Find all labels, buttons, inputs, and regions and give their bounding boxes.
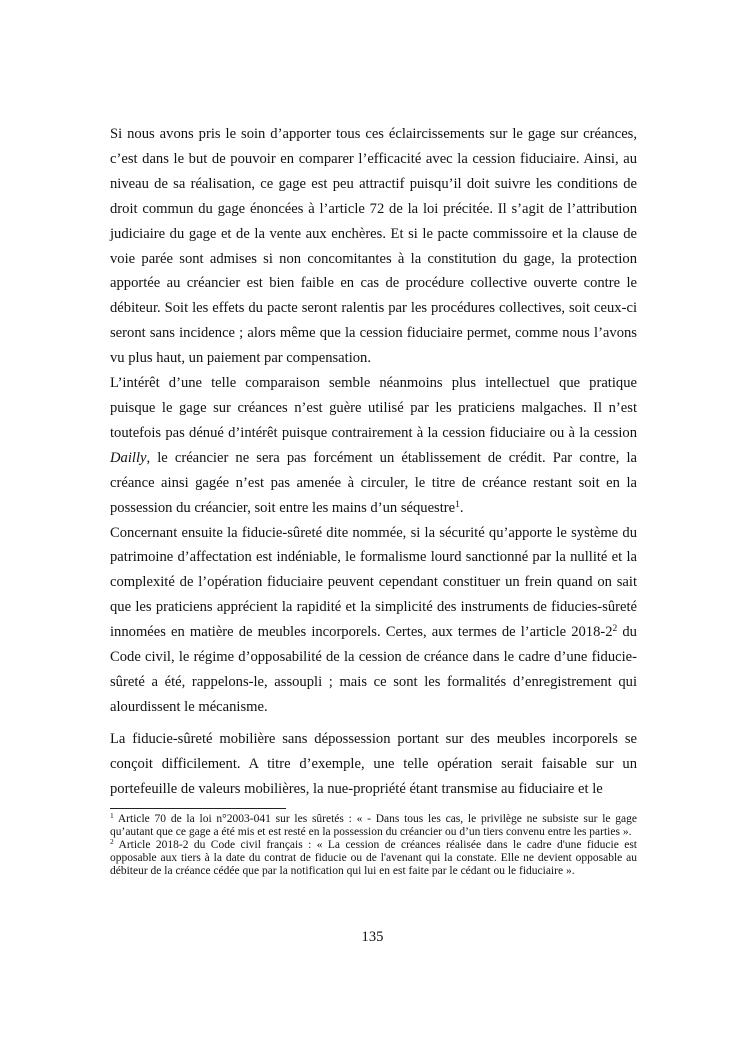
- footnote-2: [110, 839, 637, 878]
- paragraph-comparaison: [110, 371, 637, 520]
- paragraph-fiducie-text-b: du Code civil, le régime d’opposabilité de la cession de créance dans le cadre d’une fiducie-sûreté a été, rappelons-le, assoupli ; mais ce sont les formalités d’enregistrement qui alourdissent le mécanisme.: [110, 624, 637, 715]
- paragraph-gage-sur-creances: Si nous avons pris le soin d’apporter tous ces éclaircissements sur le gage sur créances, c’est dans le but de pouvoir en comparer l’efficacité avec la cession fiduciaire. Ainsi, au niveau de sa réalisation, ce gage est peu attractif puisqu’il doit suivre les conditions de droit commun du gage énoncées à l’article 72 de la loi précitée. Il s’agit de l’attribution judiciaire du gage et de la vente aux enchères. Et si le pacte commissoire et la clause de voie parée sont admises si non concomitantes à la constitution du gage, la protection apportée au créancier est bien faible en cas de procédure collective ouverte contre le débiteur. Soit les effets du pacte seront ralentis par les procédures collectives, soit ceux-ci seront sans incidence ; alors même que la cession fiduciaire permet, comme nous l’avons vu plus haut, un paiement par compensation.: [110, 126, 637, 367]
- footnote-separator: [110, 808, 286, 809]
- footnote-2-number: 2: [110, 837, 114, 847]
- paragraph-comparaison-end: .: [459, 499, 464, 516]
- paragraph-fiducie-nommee: [110, 521, 637, 720]
- document-page: [110, 122, 637, 878]
- paragraph-comparaison-text-a: L’intérêt d’une telle comparaison semble néanmoins plus intellectuel que pratique puisque le gage sur créances n’est guère utilisé par les praticiens malgaches. Il n’est toutefois pas dénué d’intérêt puisque contrairement à la cession fiduciaire ou à la cession: [110, 375, 637, 441]
- dailly-italic: Dailly: [110, 449, 147, 466]
- footnote-2-text: Article 2018-2 du Code civil français : « La cession de créances réalisée dans le cadre d'une fiducie est opposable aux tiers à la date du contrat de fiducie ou de l'avenant qui la constate. Elle ne devient opposable au débiteur de la créance cédée que par la notification qui lui en est faite par le cédant ou le fiduciaire ».: [110, 839, 637, 878]
- paragraph-comparaison-text-b: , le créancier ne sera pas forcément un établissement de crédit. Par contre, la créance ainsi gagée n’est pas amenée à circuler, le titre de créance restant soit en la possession du créancier, soit entre les mains d’un séquestre: [110, 449, 637, 516]
- footnote-1-number: 1: [110, 811, 114, 821]
- paragraph-fiducie-text-a: Concernant ensuite la fiducie-sûreté dite nommée, si la sécurité qu’apporte le système du patrimoine d’affectation est indéniable, le formalisme lourd sanctionné par la nullité et la complexité de l’opération fiduciaire peuvent cependant constituer un frein quand on sait que les praticiens apprécient la rapidité et la simplicité des instruments de fiducies-sûreté innomées en matière de meubles incorporels. Certes, aux termes de l’article 2018-2: [110, 524, 637, 641]
- page-number: 135: [361, 929, 384, 945]
- footnote-ref-1[interactable]: 1: [455, 499, 460, 510]
- footnote-1: [110, 813, 637, 839]
- paragraph-sans-depossession: La fiducie-sûreté mobilière sans dépossession portant sur des meubles incorporels se conçoit difficilement. A titre d’exemple, une telle opération serait faisable sur un portefeuille de valeurs mobilières, la nue-propriété étant transmise au fiduciaire et le: [110, 730, 637, 797]
- footnote-1-text: Article 70 de la loi n°2003-041 sur les sûretés : « - Dans tous les cas, le privilège ne subsiste sur le gage qu’autant que ce gage a été mis et est resté en la possession du créancier ou d’un tiers convenu entre les parties ».: [110, 813, 637, 839]
- footnote-ref-2[interactable]: 2: [612, 623, 618, 634]
